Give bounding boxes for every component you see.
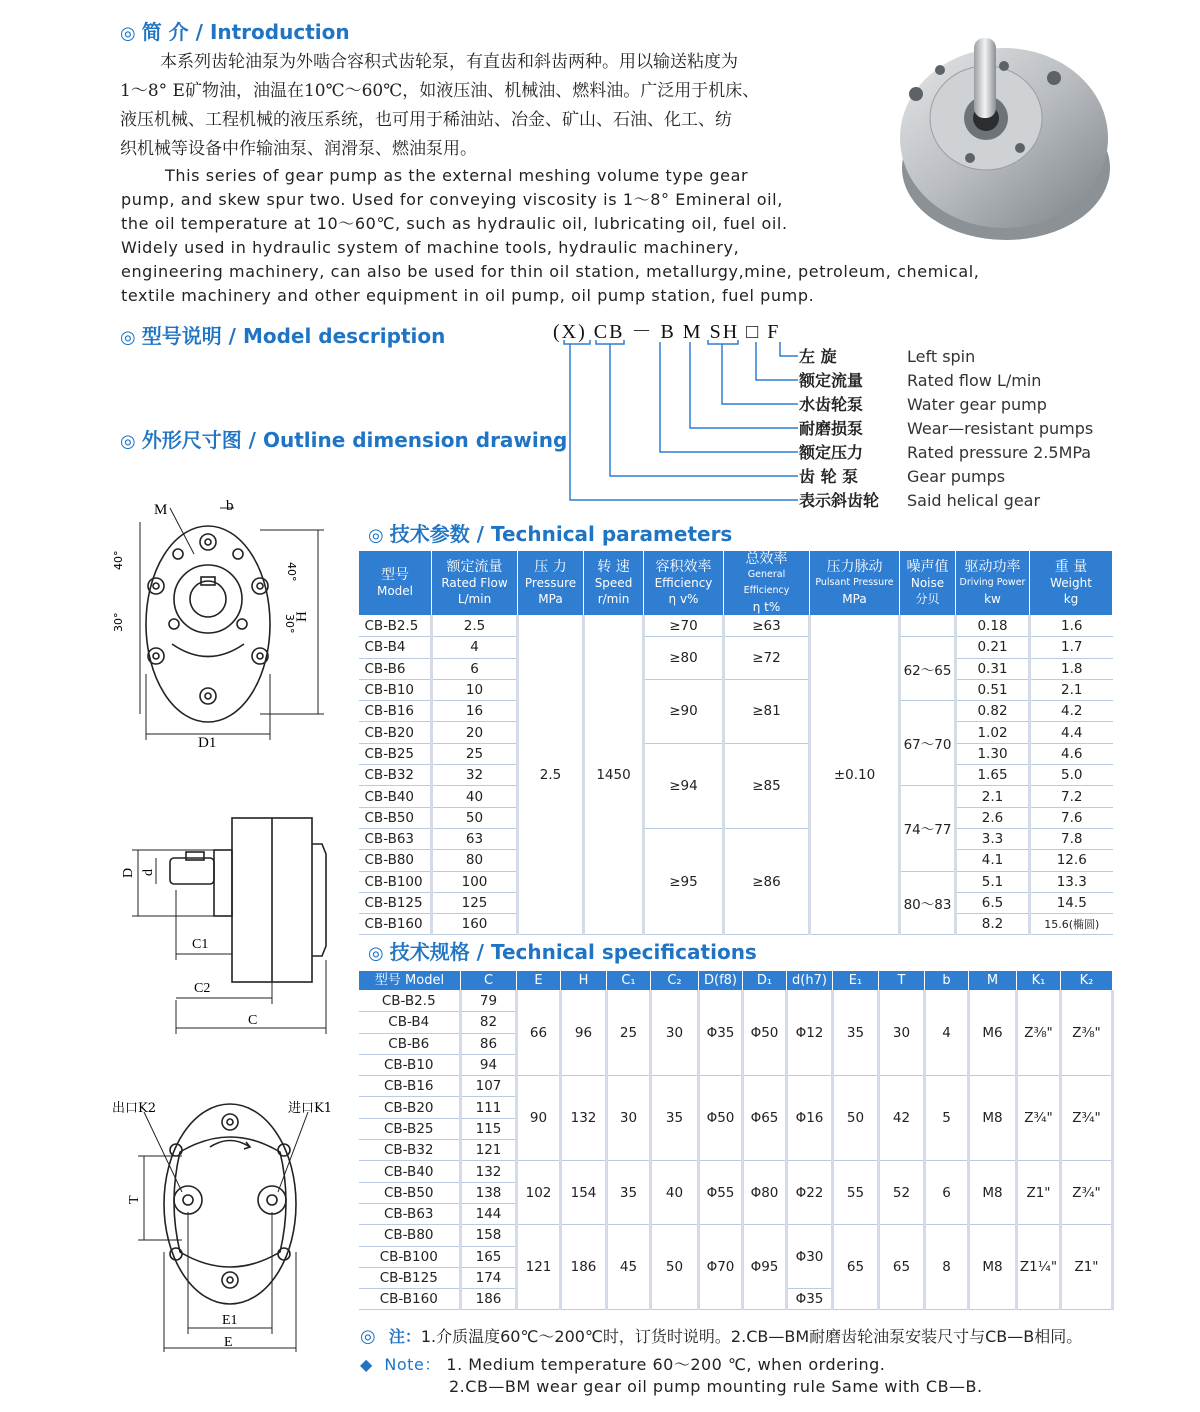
spec-d-cell: Φ12 [787,991,833,1076]
tech-col-header [900,551,956,616]
tech-col-header [432,551,518,616]
noise-cell: 67～70 [900,701,956,786]
weight-cell: 14.5 [1030,892,1113,913]
power-cell: 0.21 [956,637,1030,658]
legend-item: 额定流量 Rated flow L/min [799,371,1042,390]
model-cell: CB-B20 [359,1097,461,1118]
spec-c2-cell: 50 [651,1225,699,1310]
model-cell: CB-B2.5 [359,991,461,1012]
model-cell: CB-B100 [359,871,432,892]
c-cell: 121 [461,1140,517,1161]
spec-m-cell: M6 [969,991,1017,1076]
label-T: T [127,1195,142,1204]
model-cell: CB-B4 [359,1012,461,1033]
legend-item: 表示斜齿轮 Said helical gear [799,491,1041,510]
spec-col-header: C [461,971,517,991]
spec-t-cell: 42 [879,1076,925,1161]
label-outlet-k2: 出口K2 [112,1101,156,1116]
header-line: 总效率 [745,551,788,567]
header-line: 容积效率 [655,559,712,575]
model-cell: CB-B40 [359,1161,461,1182]
model-cell: CB-B20 [359,722,432,743]
label-40-left: 40° [112,550,125,570]
header-line: MPa [842,592,867,606]
side-view-drawing [110,810,340,1040]
gen-eff-cell: ≥86 [724,828,810,934]
tech-specifications-table [358,970,1114,1310]
table-row [359,679,1113,700]
spec-h-cell: 96 [561,991,607,1076]
spec-d-cell: Φ35 [699,991,743,1076]
header-line: Driving Power [959,577,1026,588]
power-cell: 8.2 [956,914,1030,935]
spec-col-header: C₂ [651,971,699,991]
ring-icon: ◎ [120,327,136,348]
model-cell: CB-B50 [359,1182,461,1203]
header-line: General Efficiency [743,569,790,596]
flow-cell: 100 [432,871,518,892]
note-en-2: 2.CB—BM wear gear oil pump mounting rule Same with CB—B. [449,1377,983,1396]
spec-k2-cell: Z¾" [1061,1076,1113,1161]
c-cell: 111 [461,1097,517,1118]
table-row [359,637,1113,658]
ring-icon: ◎ [368,943,384,964]
table-row [359,743,1113,764]
spec-e-cell: 90 [517,1076,561,1161]
spec-k2-cell: Z¾" [1061,1161,1113,1225]
tech-parameters-table [358,550,1113,935]
spec-c1-cell: 25 [607,991,651,1076]
flow-cell: 40 [432,786,518,807]
noise-cell: 62～65 [900,637,956,701]
model-cell: CB-B80 [359,1225,461,1246]
spec-d-cell: Φ55 [699,1161,743,1225]
tech-col-header [644,551,724,616]
weight-cell: 4.6 [1030,743,1113,764]
gear-pump-photo [900,18,1112,246]
c-cell: 86 [461,1033,517,1054]
header-line: r/min [597,592,630,606]
header-line: 转 速 [597,559,630,575]
model-cell: CB-B4 [359,637,432,658]
noise-cell [900,616,956,637]
weight-cell: 12.6 [1030,850,1113,871]
model-cell: CB-B125 [359,892,432,913]
tech-col-header [956,551,1030,616]
tech-col-header [1030,551,1113,616]
spec-c1-cell: 30 [607,1076,651,1161]
pulse-cell: ±0.10 [810,616,900,935]
outline-heading: ◎ 外形尺寸图 / Outline dimension drawing [120,428,568,452]
c-cell: 138 [461,1182,517,1203]
model-cell: CB-B6 [359,658,432,679]
label-C: C [248,1013,258,1028]
header-line: L/min [457,592,492,606]
flow-cell: 80 [432,850,518,871]
table-row [359,1076,1113,1097]
gen-eff-cell: ≥63 [724,616,810,637]
model-cell: CB-B125 [359,1267,461,1288]
spec-b-cell: 4 [925,991,969,1076]
weight-cell: 4.2 [1030,701,1113,722]
legend-item: 额定压力 Rated pressure 2.5MPa [799,443,1092,462]
label-inlet-k1: 进口K1 [288,1101,332,1116]
vol-eff-cell: ≥70 [644,616,724,637]
c-cell: 158 [461,1225,517,1246]
spec-col-header: H [561,971,607,991]
weight-cell: 1.8 [1030,658,1113,679]
tech-col-header [518,551,584,616]
header-line: 分贝 [915,592,940,606]
model-cell: CB-B32 [359,765,432,786]
spec-d1-cell: Φ80 [743,1161,787,1225]
c-cell: 79 [461,991,517,1012]
flow-cell: 16 [432,701,518,722]
spec-t-cell: 52 [879,1161,925,1225]
weight-cell: 13.3 [1030,871,1113,892]
ring-icon: ◎ [368,525,384,546]
spec-m-cell: M8 [969,1076,1017,1161]
spec-m-cell: M8 [969,1225,1017,1310]
spec-col-header: E [517,971,561,991]
c-cell: 144 [461,1203,517,1224]
model-cell: CB-B2.5 [359,616,432,637]
header-line: Weight [1050,576,1092,590]
header-line: η v% [668,592,699,606]
vol-eff-cell: ≥90 [644,679,724,743]
spec-e-cell: 102 [517,1161,561,1225]
weight-cell: 7.6 [1030,807,1113,828]
spec-col-header: K₂ [1061,971,1113,991]
label-C2: C2 [194,981,211,996]
pressure-cell: 2.5 [518,616,584,935]
intro-en-text: This series of gear pump as the external meshing volume type gear pump, and skew spur two. Used for conveying viscosity is 1～8° Emineral oil, the oil temperature at 10～60℃, such as hydraulic oil, lubricating oil, fuel oil. Widely used in hydraulic system of machine tools, hydraulic machinery, engineering machinery, can also be used for thin oil station, metallurgy,mine, petroleum, chemical, textile machinery and other equipment in oil pump, oil pump station, fuel pump. [121,166,980,305]
intro-heading: ◎ 简 介 / Introduction [120,20,350,44]
flow-cell: 25 [432,743,518,764]
noise-cell: 80～83 [900,871,956,935]
tech-col-header [359,551,432,616]
weight-cell: 2.1 [1030,679,1113,700]
noise-cell: 74～77 [900,786,956,871]
spec-k1-cell: Z⅜" [1017,991,1061,1076]
model-cell: CB-B80 [359,850,432,871]
flow-cell: 50 [432,807,518,828]
flow-cell: 160 [432,914,518,935]
ring-icon: ◎ [120,431,136,452]
spec-t-cell: 65 [879,1225,925,1310]
spec-d1-cell: Φ50 [743,991,787,1076]
tech-col-header [810,551,900,616]
header-line: 驱动功率 [964,559,1021,575]
spec-col-header: D(f8) [699,971,743,991]
model-cell: CB-B25 [359,1118,461,1139]
header-line: Noise [910,576,945,590]
tech-heading: ◎ 技术参数 / Technical parameters [368,522,733,546]
power-cell: 0.31 [956,658,1030,679]
header-line: Pulsant Pressure [815,577,894,588]
model-cell: CB-B63 [359,828,432,849]
spec-h-cell: 132 [561,1076,607,1161]
spec-e-cell: 121 [517,1225,561,1310]
c-cell: 186 [461,1289,517,1310]
spec-d-cell: Φ70 [699,1225,743,1310]
legend-item: 水齿轮泵 Water gear pump [799,395,1047,414]
legend-item: 齿 轮 泵 Gear pumps [799,467,1006,486]
flow-cell: 4 [432,637,518,658]
spec-c2-cell: 35 [651,1076,699,1161]
model-heading: ◎ 型号说明 / Model description [120,324,446,348]
ring-icon: ◎ [360,1326,376,1347]
spec-d-cell: Φ16 [787,1076,833,1161]
flow-cell: 2.5 [432,616,518,637]
power-cell: 1.65 [956,765,1030,786]
c-cell: 94 [461,1054,517,1075]
table-row [359,1161,1113,1182]
tech-col-header [724,551,810,616]
spec-k1-cell: Z1" [1017,1161,1061,1225]
spec-col-header: 型号 Model [359,971,461,991]
spec-col-header: d(h7) [787,971,833,991]
spec-e1-cell: 50 [833,1076,879,1161]
spec-e-cell: 66 [517,991,561,1076]
weight-cell: 1.7 [1030,637,1113,658]
spec-d-cell: Φ50 [699,1076,743,1161]
weight-cell: 7.2 [1030,786,1113,807]
spec-t-cell: 30 [879,991,925,1076]
model-code-connectors [560,338,800,508]
model-cell: CB-B10 [359,1054,461,1075]
model-legend [799,345,1093,513]
weight-cell: 7.8 [1030,828,1113,849]
vol-eff-cell: ≥95 [644,828,724,934]
spec-k2-cell: Z1" [1061,1225,1113,1310]
spec-col-header: K₁ [1017,971,1061,991]
spec-b-cell: 5 [925,1076,969,1161]
header-line: kw [984,592,1001,606]
model-cell: CB-B16 [359,1076,461,1097]
model-cell: CB-B10 [359,679,432,700]
header-line: 额定流量 [446,559,503,575]
spec-col-header: M [969,971,1017,991]
header-line: Speed [594,576,633,590]
flow-cell: 10 [432,679,518,700]
vol-eff-cell: ≥94 [644,743,724,828]
label-E1: E1 [222,1313,238,1328]
c-cell: 174 [461,1267,517,1288]
spec-e1-cell: 65 [833,1225,879,1310]
spec-d-cell: Φ30 [787,1225,833,1289]
flow-cell: 6 [432,658,518,679]
front-view-drawing [110,494,340,754]
model-cell: CB-B160 [359,1289,461,1310]
spec-heading: ◎ 技术规格 / Technical specifications [368,940,757,964]
header-line: 压 力 [534,559,567,575]
spec-c2-cell: 40 [651,1161,699,1225]
table-row [359,1225,1113,1246]
spec-col-header: T [879,971,925,991]
power-cell: 1.30 [956,743,1030,764]
header-line: η t% [752,600,781,614]
header-line: Rated Flow [441,576,508,590]
spec-c2-cell: 30 [651,991,699,1076]
table-row [359,828,1113,849]
power-cell: 0.82 [956,701,1030,722]
c-cell: 132 [461,1161,517,1182]
model-cell: CB-B6 [359,1033,461,1054]
label-M: M [154,502,168,518]
spec-k2-cell: Z⅜" [1061,991,1113,1076]
label-30-right: 30° [283,614,296,634]
header-line: MPa [538,592,563,606]
weight-cell: 5.0 [1030,765,1113,786]
model-cell: CB-B50 [359,807,432,828]
power-cell: 2.6 [956,807,1030,828]
header-line: Model [376,584,414,598]
c-cell: 82 [461,1012,517,1033]
model-cell: CB-B160 [359,914,432,935]
spec-h-cell: 154 [561,1161,607,1225]
spec-d1-cell: Φ95 [743,1225,787,1310]
spec-col-header: E₁ [833,971,879,991]
model-cell: CB-B40 [359,786,432,807]
power-cell: 4.1 [956,850,1030,871]
flow-cell: 125 [432,892,518,913]
table-row [359,616,1113,637]
spec-col-header: C₁ [607,971,651,991]
c-cell: 115 [461,1118,517,1139]
label-D: D [121,867,136,878]
power-cell: 0.18 [956,616,1030,637]
gen-eff-cell: ≥72 [724,637,810,680]
spec-d-cell: Φ22 [787,1161,833,1225]
header-line: 噪声值 [906,559,949,575]
flow-cell: 32 [432,765,518,786]
gen-eff-cell: ≥85 [724,743,810,828]
spec-c1-cell: 35 [607,1161,651,1225]
spec-b-cell: 6 [925,1161,969,1225]
vol-eff-cell: ≥80 [644,637,724,680]
weight-cell: 4.4 [1030,722,1113,743]
header-line: Pressure [524,576,577,590]
label-C1: C1 [192,937,209,952]
model-code: (X) CB － B M SH □ F [553,321,781,343]
power-cell: 6.5 [956,892,1030,913]
note-en: ◆ Note： 1. Medium temperature 60～200 ℃, when ordering. [360,1355,886,1374]
spec-d-cell: Φ35 [787,1289,833,1310]
spec-e1-cell: 55 [833,1161,879,1225]
spec-h-cell: 186 [561,1225,607,1310]
back-view-drawing [110,1092,350,1352]
spec-m-cell: M8 [969,1161,1017,1225]
spec-b-cell: 8 [925,1225,969,1310]
c-cell: 165 [461,1246,517,1267]
spec-d1-cell: Φ65 [743,1076,787,1161]
spec-k1-cell: Z¾" [1017,1076,1061,1161]
legend-item: 左 旋 Left spin [799,347,976,366]
intro-cn-text: 本系列齿轮油泵为外啮合容积式齿轮泵，有直齿和斜齿两种。用以输送粘度为 1～8° E矿物油，油温在10℃～60℃，如液压油、机械油、燃料油。广泛用于机床、 液压机械、工程机械的液压系统，也可用于稀油站、冶金、矿山、石油、化工、纺 织机械等设备中作输油泵、润滑泵、燃油泵用。 [120,52,760,159]
label-40-right: 40° [285,562,298,582]
label-D1: D1 [198,735,217,751]
label-H: H [294,611,310,622]
speed-cell: 1450 [584,616,644,935]
weight-cell: 15.6(椭圆) [1030,914,1113,935]
ring-icon: ◎ [120,23,136,44]
label-30-left: 30° [112,612,125,632]
gen-eff-cell: ≥81 [724,679,810,743]
power-cell: 2.1 [956,786,1030,807]
model-cell: CB-B100 [359,1246,461,1267]
spec-k1-cell: Z1¼" [1017,1225,1061,1310]
tech-col-header [584,551,644,616]
note-cn: ◎ 注：1.介质温度60℃～200℃时，订货时说明。2.CB—BM耐磨齿轮油泵安装尺寸与CB—B相同。 [360,1326,1083,1347]
weight-cell: 1.6 [1030,616,1113,637]
header-line: 压力脉动 [826,559,883,575]
power-cell: 1.02 [956,722,1030,743]
c-cell: 107 [461,1076,517,1097]
label-d: d [141,869,156,876]
spec-e1-cell: 35 [833,991,879,1076]
power-cell: 3.3 [956,828,1030,849]
model-cell: CB-B63 [359,1203,461,1224]
spec-col-header: D₁ [743,971,787,991]
spec-col-header: b [925,971,969,991]
spec-c1-cell: 45 [607,1225,651,1310]
diamond-icon: ◆ [360,1355,373,1374]
model-cell: CB-B32 [359,1140,461,1161]
label-E: E [224,1335,233,1350]
header-line: kg [1063,592,1079,606]
model-cell: CB-B16 [359,701,432,722]
model-cell: CB-B25 [359,743,432,764]
power-cell: 5.1 [956,871,1030,892]
flow-cell: 63 [432,828,518,849]
legend-item: 耐磨损泵 Wear—resistant pumps [799,419,1094,438]
header-line: Efficiency [654,576,713,590]
flow-cell: 20 [432,722,518,743]
label-b: b [226,498,234,514]
table-row [359,991,1113,1012]
header-line: 重 量 [1054,559,1088,575]
power-cell: 0.51 [956,679,1030,700]
header-line: 型号 [381,567,409,583]
